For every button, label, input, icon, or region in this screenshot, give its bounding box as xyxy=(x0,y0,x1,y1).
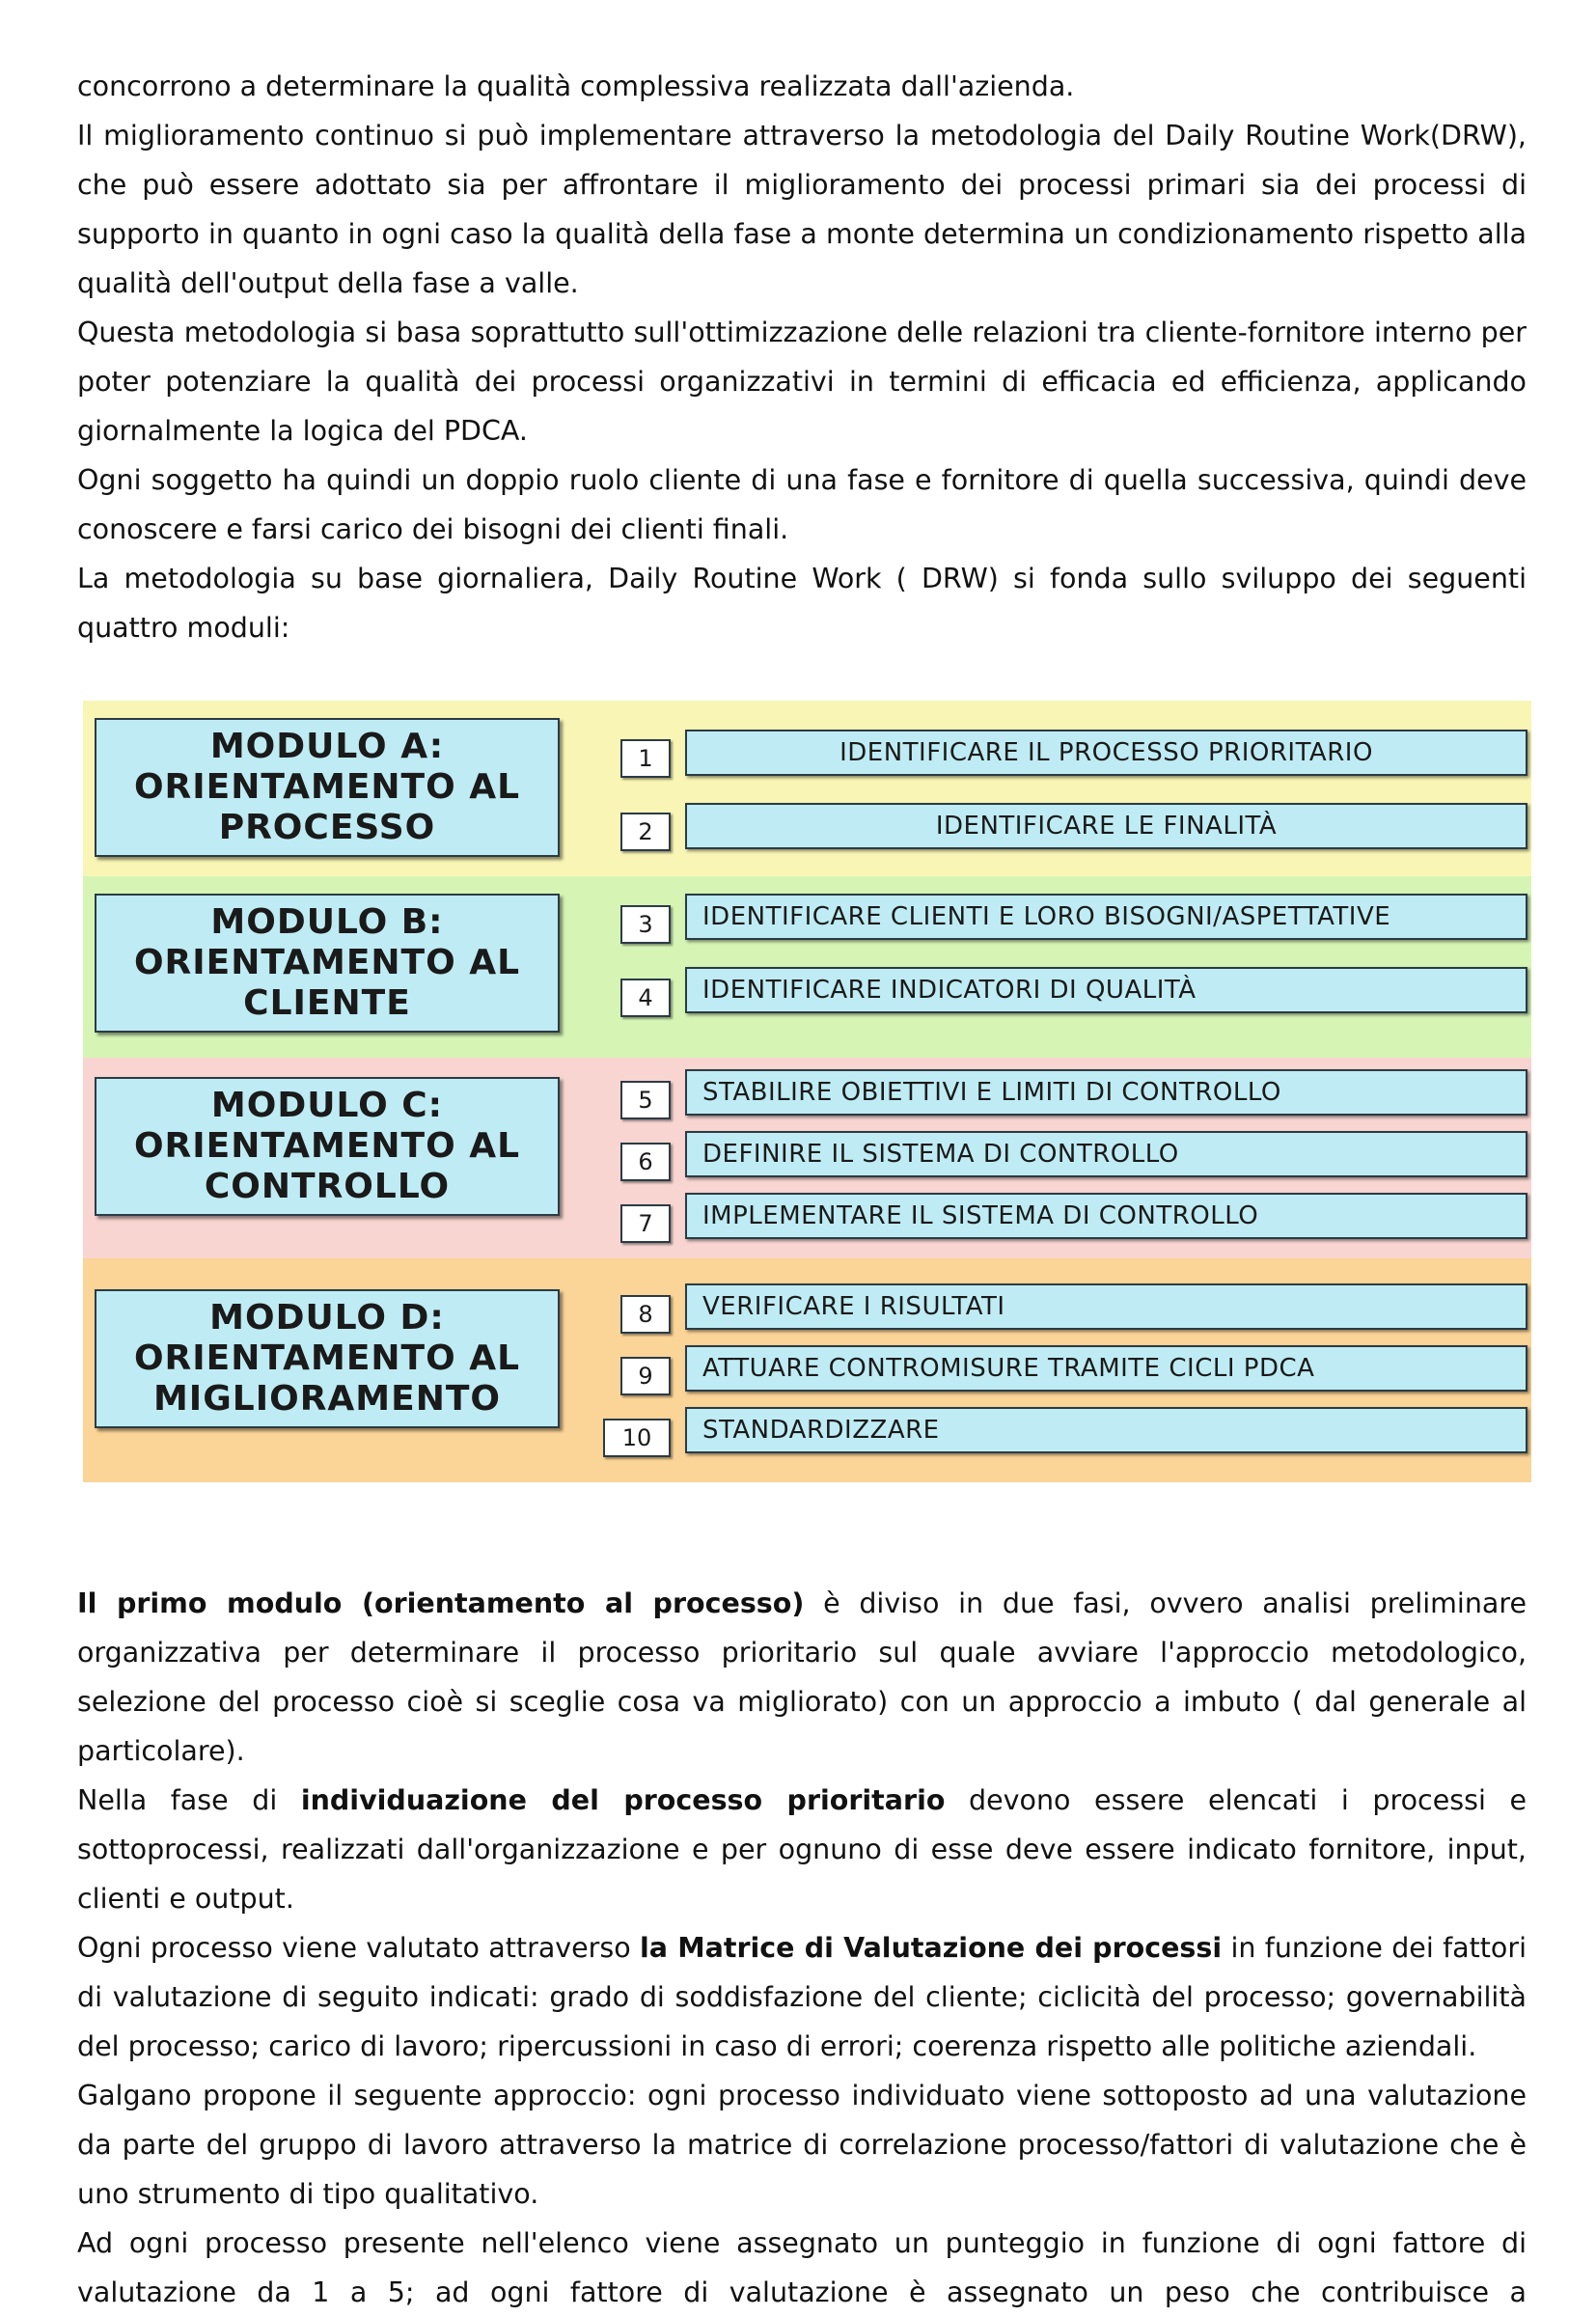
step-box-1: IDENTIFICARE IL PROCESSO PRIORITARIO xyxy=(685,730,1527,776)
body-paragraph-5: Ad ogni processo presente nell'elenco viene assegnato un punteggio in funzione di ogni fattore di valutazione da 1 a 5; ad ogni fattore di valutazione è assegnato un peso che contribuisce a xyxy=(77,2227,1527,2308)
body-paragraph-3 xyxy=(77,1923,1527,2071)
step-box-8: VERIFICARE I RISULTATI xyxy=(685,1283,1527,1330)
intro-paragraph-4: Ogni soggetto ha quindi un doppio ruolo cliente di una fase e fornitore di quella successiva, quindi deve conoscere e farsi carico dei bisogni dei clienti finali. xyxy=(77,464,1527,545)
step-number-2: 2 xyxy=(620,813,671,851)
step-box-10: STANDARDIZZARE xyxy=(685,1407,1527,1453)
bold-first-module: Il primo modulo (orientamento al processo) xyxy=(77,1587,805,1619)
intro-paragraph-2: Il miglioramento continuo si può implementare attraverso la metodologia del Daily Routine Work(DRW), che può essere adottato sia per affrontare il miglioramento dei processi primari sia dei processi di supporto in quanto in ogni caso la qualità della fase a monte determina un condizionamento rispetto alla qualità dell'output della fase a valle. xyxy=(77,120,1527,299)
step-box-3: IDENTIFICARE CLIENTI E LORO BISOGNI/ASPETTATIVE xyxy=(685,894,1527,940)
module-c-line-3: CONTROLLO xyxy=(204,1167,451,1206)
module-c-line-2: ORIENTAMENTO AL xyxy=(133,1126,521,1166)
module-a-line-2: ORIENTAMENTO AL xyxy=(133,767,521,807)
step-number-3: 3 xyxy=(620,905,671,944)
intro-paragraph-3: Questa metodologia si basa soprattutto sull'ottimizzazione delle relazioni tra cliente-fornitore interno per poter potenziare la qualità dei processi organizzativi in termini di efficacia ed efficienza, applicando giornalmente la logica del PDCA. xyxy=(77,317,1527,447)
step-number-10: 10 xyxy=(603,1419,671,1457)
module-d-line-2: ORIENTAMENTO AL xyxy=(133,1338,521,1378)
intro-text xyxy=(77,62,1527,652)
module-a-line-1: MODULO A: xyxy=(209,727,445,766)
bold-priority-process: individuazione del processo prioritario xyxy=(300,1784,946,1816)
body-paragraph-3-text-a: Ogni processo viene valutato attraverso xyxy=(77,1932,641,1964)
intro-paragraph-5: La metodologia su base giornaliera, Daily Routine Work ( DRW) si fonda sullo sviluppo dei seguenti quattro moduli: xyxy=(77,563,1527,644)
drw-modules-diagram xyxy=(83,701,1531,1482)
module-d-box xyxy=(95,1289,560,1428)
step-number-5: 5 xyxy=(620,1081,671,1119)
step-box-9: ATTUARE CONTROMISURE TRAMITE CICLI PDCA xyxy=(685,1345,1527,1392)
step-number-7: 7 xyxy=(620,1204,671,1243)
module-c-box xyxy=(95,1077,560,1216)
step-number-9: 9 xyxy=(620,1357,671,1395)
module-b-line-3: CLIENTE xyxy=(243,983,411,1023)
module-b-line-1: MODULO B: xyxy=(210,902,444,942)
step-number-8: 8 xyxy=(620,1295,671,1334)
step-number-4: 4 xyxy=(620,979,671,1017)
module-a-line-3: PROCESSO xyxy=(218,808,436,847)
step-number-6: 6 xyxy=(620,1143,671,1181)
module-a-box xyxy=(95,718,560,857)
step-box-6: DEFINIRE IL SISTEMA DI CONTROLLO xyxy=(685,1131,1527,1177)
body-paragraph-1-text: è diviso in due fasi, ovvero analisi preliminare organizzativa per determinare il processo prioritario sul quale avviare l'approccio metodologico, selezione del processo cioè si sceglie cosa va migliorato) con un approccio a imbuto ( dal generale al particolare). xyxy=(77,1587,1527,1767)
step-box-2: IDENTIFICARE LE FINALITÀ xyxy=(685,803,1527,849)
step-box-5: STABILIRE OBIETTIVI E LIMITI DI CONTROLLO xyxy=(685,1069,1527,1116)
module-d-line-3: MIGLIORAMENTO xyxy=(152,1379,501,1419)
body-paragraph-3-text-b: in funzione dei fattori di valutazione di seguito indicati: grado di soddisfazione del cliente; ciclicità del processo; governabilità del processo; carico di lavoro; ripercussioni in caso di errori; coerenza rispetto alle politiche aziendali. xyxy=(77,1932,1527,2062)
bold-evaluation-matrix: la Matrice di Valutazione dei processi xyxy=(640,1932,1223,1964)
body-paragraph-4: Galgano propone il seguente approccio: ogni processo individuato viene sottoposto ad una valutazione da parte del gruppo di lavoro attraverso la matrice di correlazione processo/fattori di valutazione che è uno strumento di tipo qualitativo. xyxy=(77,2080,1527,2210)
body-text xyxy=(77,1579,1527,2317)
intro-paragraph-1: concorrono a determinare la qualità complessiva realizzata dall'azienda. xyxy=(77,70,1075,102)
step-box-4: IDENTIFICARE INDICATORI DI QUALITÀ xyxy=(685,967,1527,1013)
module-b-box xyxy=(95,894,560,1033)
body-paragraph-1 xyxy=(77,1579,1527,1776)
body-paragraph-2-text-a: Nella fase di xyxy=(77,1784,301,1816)
step-box-7: IMPLEMENTARE IL SISTEMA DI CONTROLLO xyxy=(685,1193,1527,1239)
body-paragraph-2-text-b: devono essere elencati i processi e sottoprocessi, realizzati dall'organizzazione e per ognuno di esse deve essere indicato fornitore, input, clienti e output. xyxy=(77,1784,1527,1915)
step-number-1: 1 xyxy=(620,739,671,778)
module-d-line-1: MODULO D: xyxy=(209,1298,445,1338)
module-c-line-1: MODULO C: xyxy=(210,1086,444,1125)
body-paragraph-2 xyxy=(77,1776,1527,1923)
module-b-line-2: ORIENTAMENTO AL xyxy=(133,943,521,982)
